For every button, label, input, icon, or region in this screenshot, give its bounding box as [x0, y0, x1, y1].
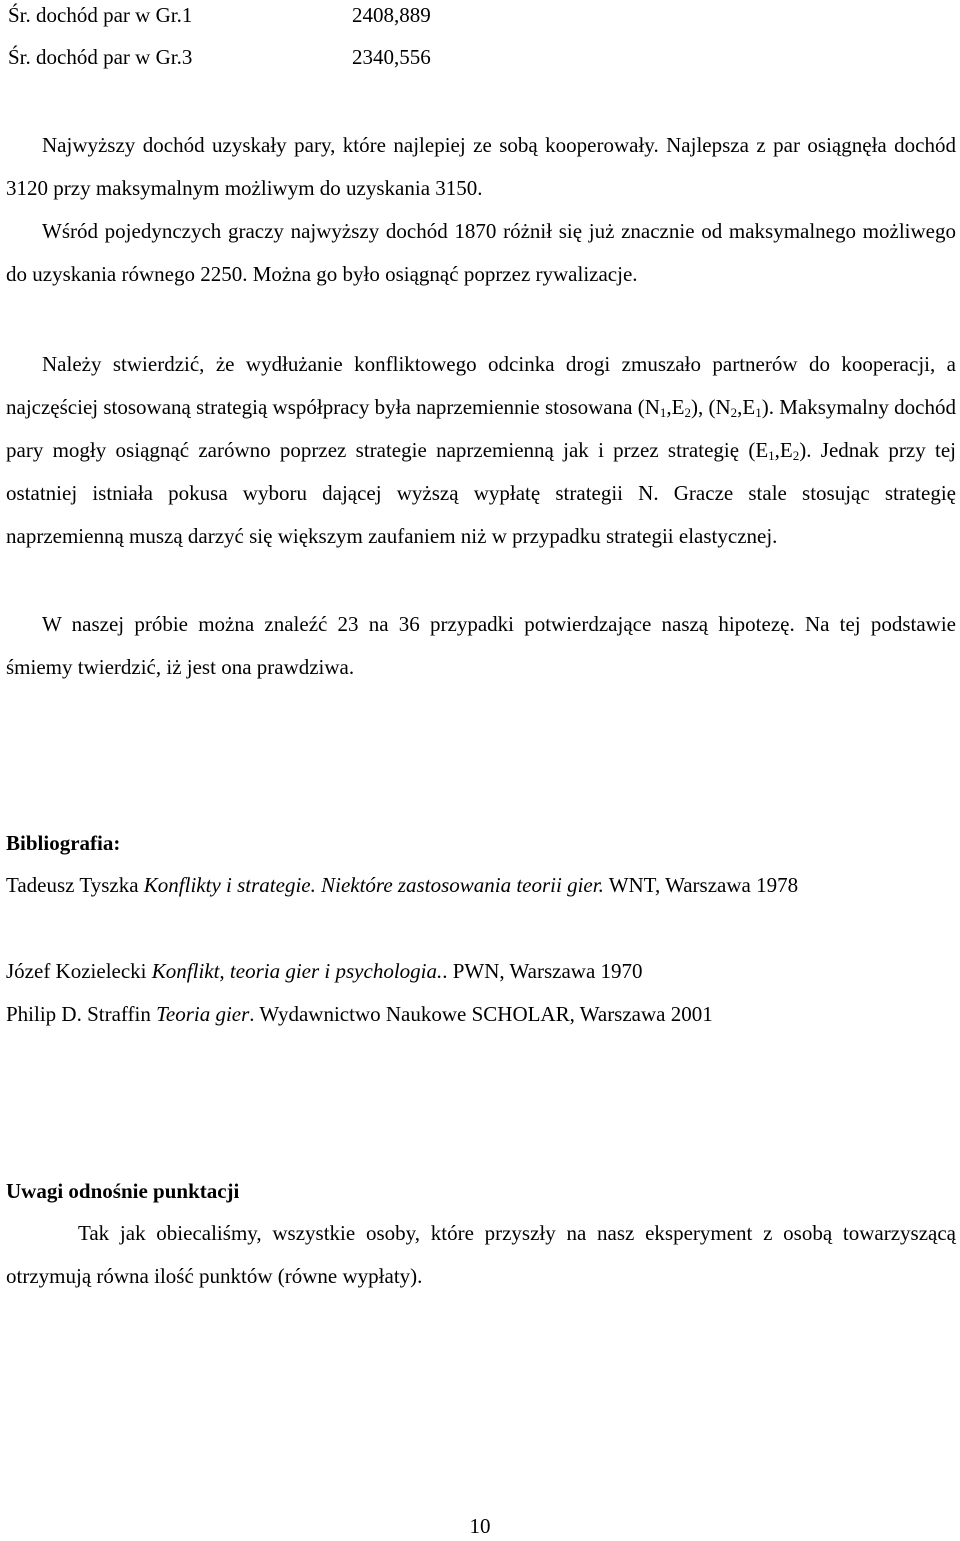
result-row-group-1	[8, 3, 431, 27]
notes-heading: Uwagi odnośnie punktacji	[6, 1179, 240, 1203]
result-value: 2408,889	[352, 3, 431, 27]
page-number: 10	[469, 1514, 491, 1538]
result-label: Śr. dochód par w Gr.3	[8, 45, 193, 69]
bibliography-entry: Tadeusz Tyszka Konflikty i strategie. Niektóre zastosowania teorii gier. WNT, Warszawa 1978	[6, 873, 799, 897]
bibliography-entry: Józef Kozielecki Konflikt, teoria gier i psychologia.. PWN, Warszawa 1970	[6, 959, 643, 983]
bibliography-heading: Bibliografia:	[6, 831, 121, 855]
bibliography-entry: Philip D. Straffin Teoria gier. Wydawnictwo Naukowe SCHOLAR, Warszawa 2001	[6, 1002, 713, 1026]
result-value: 2340,556	[352, 45, 431, 69]
paragraph-hypothesis: W naszej próbie można znaleźć 23 na 36 przypadki potwierdzające naszą hipotezę. Na tej podstawie śmiemy twierdzić, iż jest ona prawdziwa.	[6, 612, 956, 679]
paragraph-single-players: Wśród pojedynczych graczy najwyższy dochód 1870 różnił się już znacznie od maksymalnego możliwego do uzyskania równego 2250. Można go było osiągnąć poprzez rywalizacje.	[6, 219, 956, 286]
notes-paragraph: Tak jak obiecaliśmy, wszystkie osoby, które przyszły na nasz eksperyment z osobą towarzyszącą otrzymują równa ilość punktów (równe wypłaty).	[6, 1221, 956, 1288]
result-row-group-3	[8, 45, 431, 69]
paragraph-conclusions: Należy stwierdzić, że wydłużanie konfliktowego odcinka drogi zmuszało partnerów do kooperacji, a najczęściej stosowaną strategią współpracy była naprzemiennie stosowana $(N_1,E_2)$, $(N_2,E_1)$. Maksymalny dochód pary mogły osiągnąć zarówno poprzez strategie naprzemienną jak i przez strategię $(E_1,E_2)$. Jednak przy tej ostatniej istniała pokusa wyboru dającej wyższą wypłatę strategii N. Gracze stale stosując strategię naprzemienną muszą darzyć się większym zaufaniem niż w przypadku strategii elastycznej.	[6, 352, 956, 548]
paragraph-top-income: Najwyższy dochód uzyskały pary, które najlepiej ze sobą kooperowały. Najlepsza z par osiągnęła dochód 3120 przy maksymalnym możliwym do uzyskania 3150.	[6, 133, 956, 200]
result-label: Śr. dochód par w Gr.1	[8, 3, 193, 27]
